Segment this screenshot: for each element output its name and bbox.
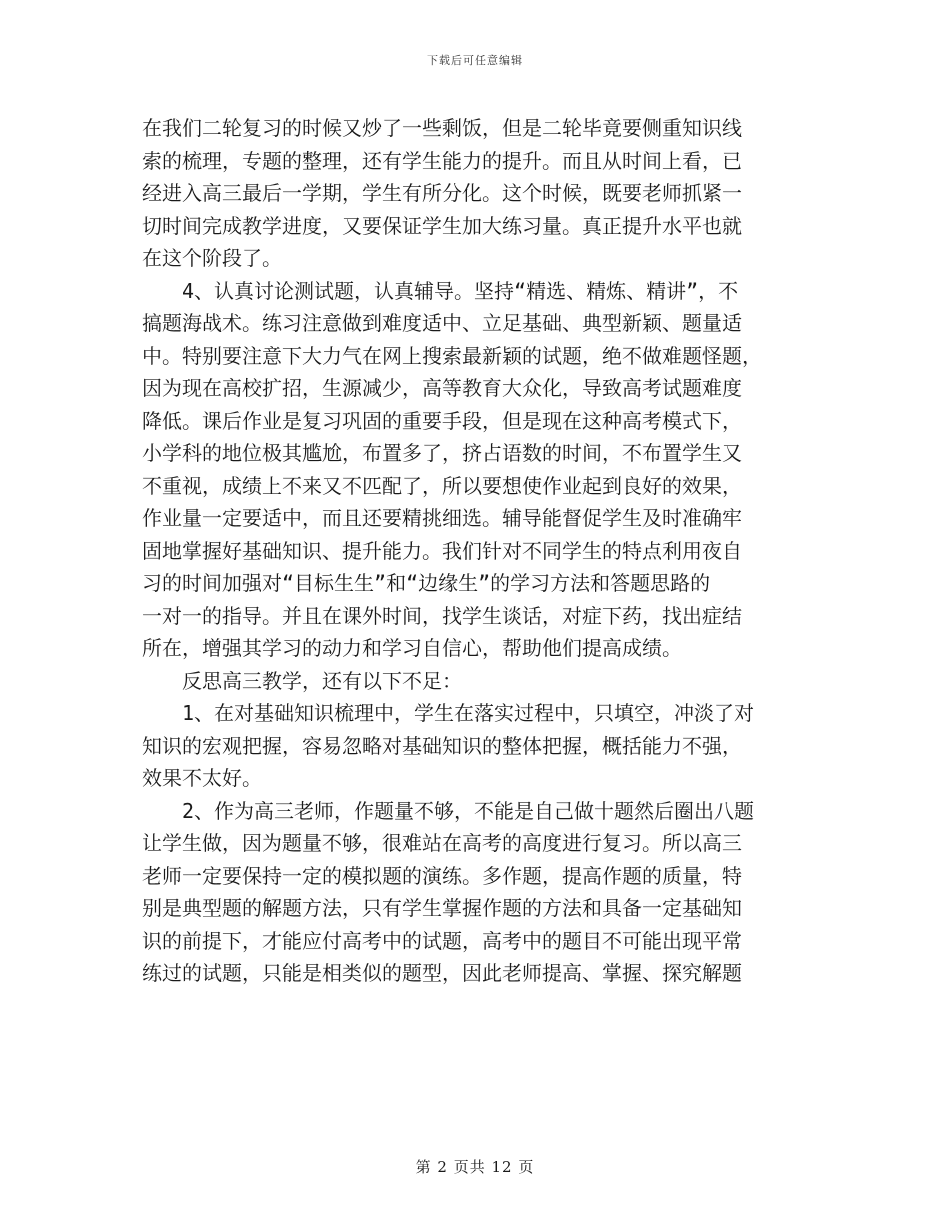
text-line: 固地掌握好基础知识、提升能力。我们针对不同学生的特点利用夜自 [142, 538, 742, 563]
text-line: 作业量一定要适中，而且还要精挑细选。辅导能督促学生及时准确牢 [142, 506, 742, 530]
text-line: 切时间完成教学进度，又要保证学生加大练习量。真正提升水平也就 [142, 213, 742, 238]
text-line: 效果不太好。 [142, 766, 262, 790]
text-line: 一对一的指导。并且在课外时间，找学生谈话，对症下药，找出症结 [142, 603, 742, 628]
text-line: 1、在对基础知识梳理中，学生在落实过程中，只填空，冲淡了对 [142, 701, 755, 725]
page-header: 下载后可任意编辑 [427, 54, 523, 67]
text-line: 识的前提下，才能应付高考中的试题，高考中的题目不可能出现平常 [142, 928, 742, 953]
text-line: 索的梳理，专题的整理，还有学生能力的提升。而且从时间上看，已 [142, 148, 742, 173]
document-body [142, 112, 812, 990]
text-line: 别是典型题的解题方法，只有学生掌握作题的方法和具备一定基础知 [142, 896, 742, 920]
text-line: 2、作为高三老师，作题量不够，不能是自己做十题然后圈出八题 [142, 798, 755, 823]
text-line: 让学生做，因为题量不够，很难站在高考的高度进行复习。所以高三 [142, 831, 742, 855]
text-line: 因为现在高校扩招，生源减少，高等教育大众化，导致高考试题难度 [142, 376, 742, 400]
text-line: 不重视，成绩上不来又不匹配了，所以要想使作业起到良好的效果， [142, 473, 742, 498]
text-line: 经进入高三最后一学期，学生有所分化。这个时候，既要老师抓紧一 [142, 181, 742, 205]
text-line: 练过的试题，只能是相类似的题型，因此老师提高、掌握、探究解题 [142, 961, 742, 985]
text-line: 老师一定要保持一定的模拟题的演练。多作题，提高作题的质量，特 [142, 863, 742, 888]
text-line: 知识的宏观把握，容易忽略对基础知识的整体把握，概括能力不强， [142, 733, 742, 758]
text-line: 搞题海战术。练习注意做到难度适中、立足基础、典型新颖、题量适 [142, 311, 742, 335]
text-line: 习的时间加强对“目标生生”和“边缘生”的学习方法和答题思路的 [142, 571, 711, 595]
text-line: 在我们二轮复习的时候又炒了一些剩饭，但是二轮毕竟要侧重知识线 [142, 116, 742, 140]
text-line: 中。特别要注意下大力气在网上搜索最新颖的试题，绝不做难题怪题， [142, 343, 762, 368]
text-line: 反思高三教学，还有以下不足： [142, 668, 462, 693]
text-line: 所在，增强其学习的动力和学习自信心，帮助他们提高成绩。 [142, 636, 682, 660]
text-line: 4、认真讨论测试题，认真辅导。坚持“精选、精炼、精讲”，不 [142, 278, 739, 303]
text-line: 降低。课后作业是复习巩固的重要手段，但是现在这种高考模式下， [142, 408, 742, 433]
text-line: 小学科的地位极其尴尬，布置多了，挤占语数的时间，不布置学生又 [142, 441, 742, 465]
page-footer: 第 2 页共 12 页 [415, 1158, 535, 1176]
text-line: 在这个阶段了。 [142, 246, 282, 270]
